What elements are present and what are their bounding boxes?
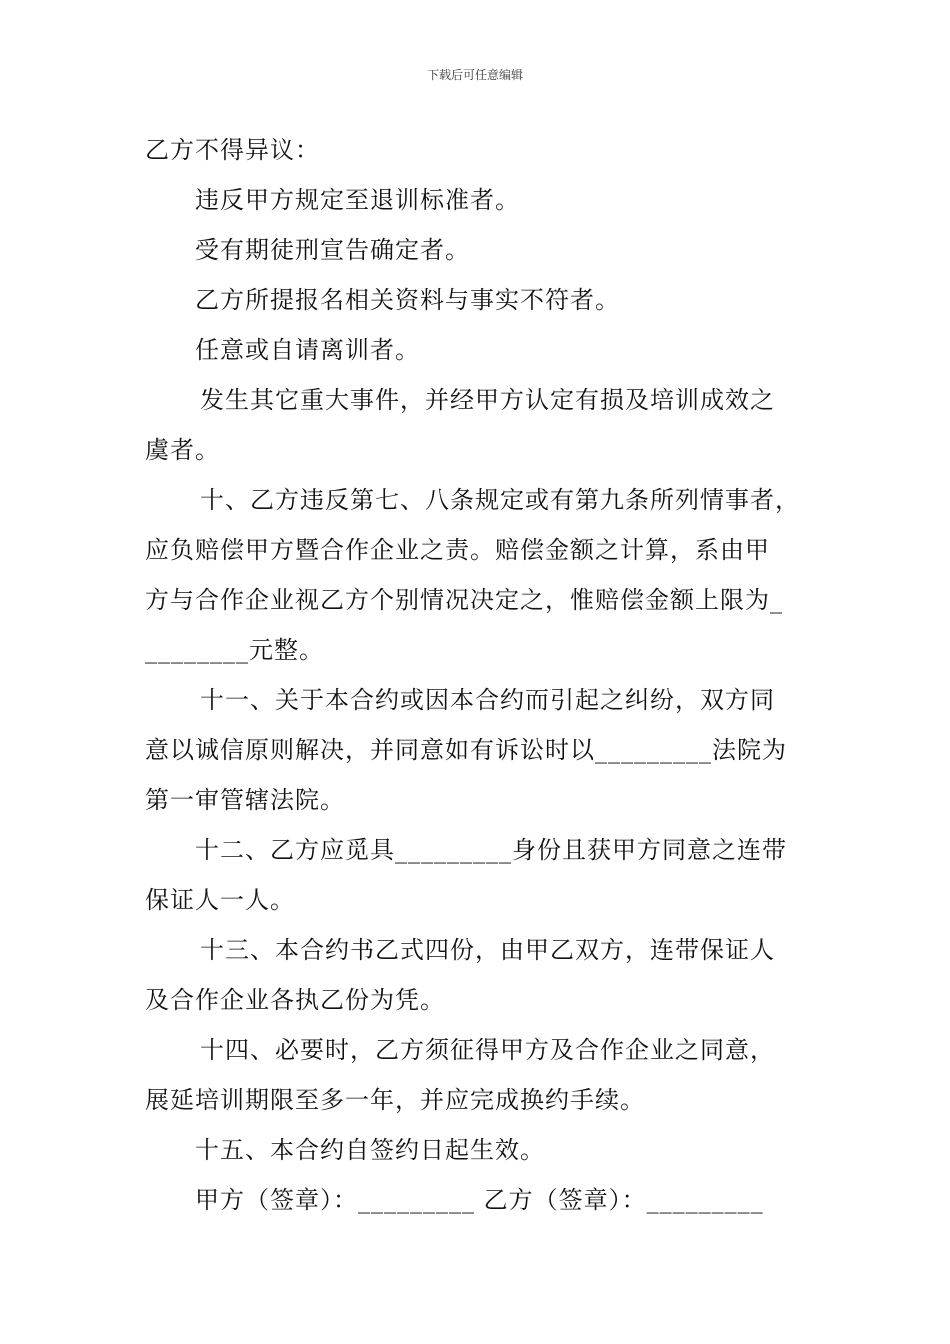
signature-line: 甲方（签章）：_________ 乙方（签章）：_________ (195, 1186, 764, 1214)
paragraph-line: 受有期徒刑宣告确定者。 (195, 236, 470, 264)
paragraph-line: 意以诚信原则解决，并同意如有诉讼时以_________法院为 (145, 736, 787, 764)
paragraph-line: 应负赔偿甲方暨合作企业之责。赔偿金额之计算，系由甲 (145, 536, 770, 564)
paragraph-line: 第一审管辖法院。 (145, 786, 345, 814)
paragraph-line: 乙方不得异议： (145, 136, 320, 164)
paragraph-line: 十二、乙方应觅具_________身份且获甲方同意之连带 (195, 836, 787, 864)
paragraph-line: 虞者。 (145, 436, 220, 464)
paragraph-line: 违反甲方规定至退训标准者。 (195, 186, 520, 214)
paragraph-line: 保证人一人。 (145, 886, 295, 914)
paragraph-line: 十四、必要时，乙方须征得甲方及合作企业之同意， (200, 1036, 775, 1064)
paragraph-line: 乙方所提报名相关资料与事实不符者。 (195, 286, 620, 314)
paragraph-line: 展延培训期限至多一年，并应完成换约手续。 (145, 1086, 645, 1114)
paragraph-line: 任意或自请离训者。 (195, 336, 420, 364)
paragraph-line: 十五、本合约自签约日起生效。 (195, 1136, 545, 1164)
paragraph-line: ________元整。 (145, 636, 324, 664)
paragraph-line: 发生其它重大事件，并经甲方认定有损及培训成效之 (200, 386, 775, 414)
page-header: 下载后可任意编辑 (426, 68, 523, 82)
paragraph-line: 十一、关于本合约或因本合约而引起之纠纷，双方同 (200, 686, 775, 714)
paragraph-line: 及合作企业各执乙份为凭。 (145, 986, 445, 1014)
paragraph-line: 方与合作企业视乙方个别情况决定之，惟赔偿金额上限为_ (145, 586, 783, 614)
paragraph-line: 十三、本合约书乙式四份，由甲乙双方，连带保证人 (200, 936, 775, 964)
paragraph-line: 十、乙方违反第七、八条规定或有第九条所列情事者， (200, 486, 800, 514)
